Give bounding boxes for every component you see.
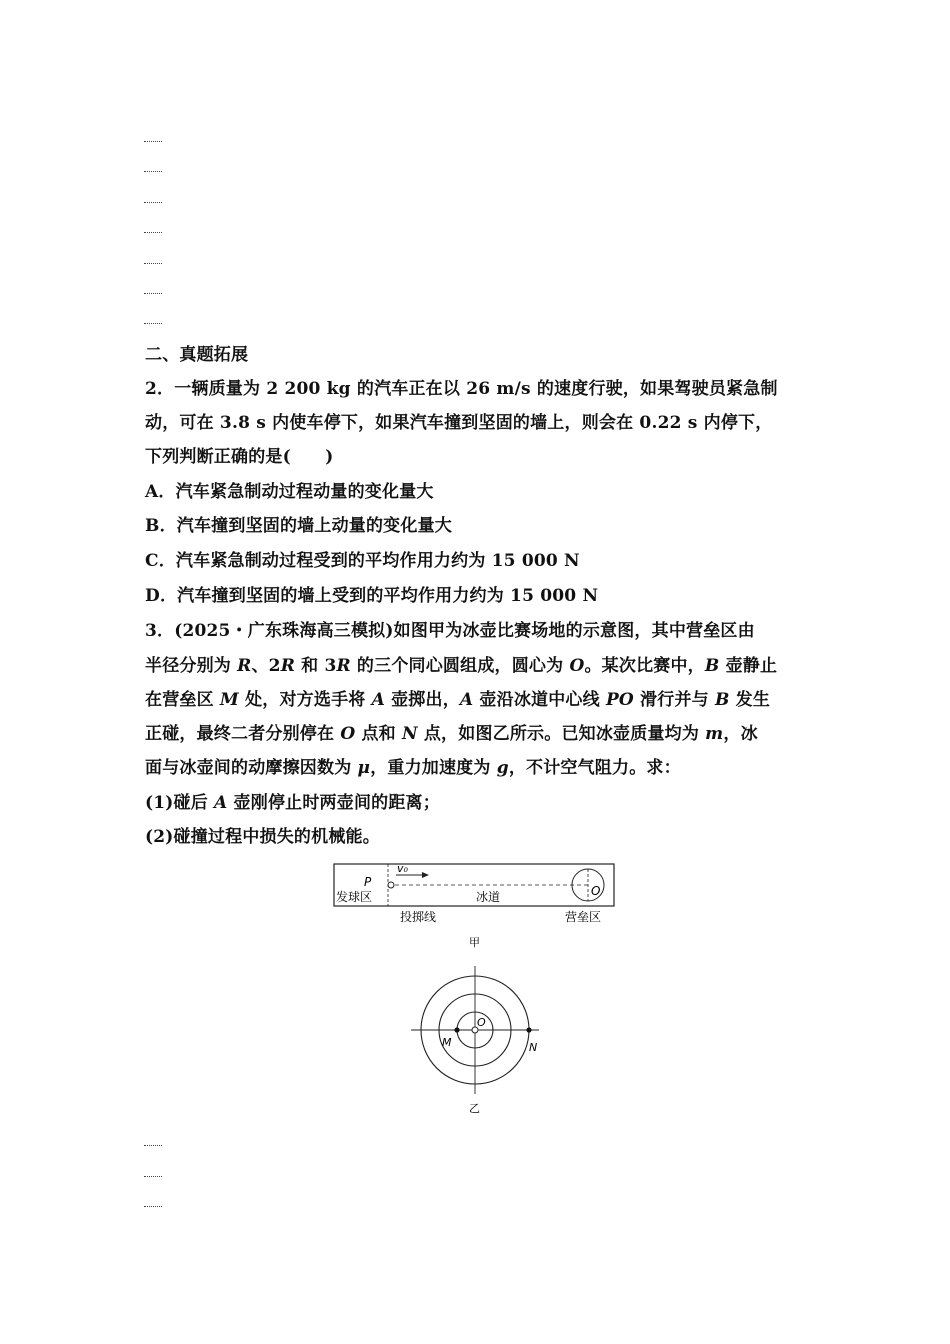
caption-jia: 甲 bbox=[469, 936, 480, 949]
q3-line: 正碰，最终二者分别停在 O 点和 N 点，如图乙所示。已知冰壶质量均为 m，冰 bbox=[145, 724, 758, 744]
q2-line: 动，可在 3.8 s 内使车停下，如果汽车撞到坚固的墙上，则会在 0.22 s 内停下， bbox=[145, 413, 773, 433]
section-heading: 二、真题拓展 bbox=[145, 345, 249, 365]
q3-line: 面与冰壶间的动摩擦因数为 μ，重力加速度为 g，不计空气阻力。求： bbox=[145, 758, 681, 778]
blank-line bbox=[144, 141, 162, 144]
q2-option-d: D．汽车撞到坚固的墙上受到的平均作用力约为 15 000 N bbox=[145, 586, 599, 606]
label-house: 营垒区 bbox=[565, 910, 602, 924]
blank-line bbox=[144, 263, 162, 266]
blank-line bbox=[144, 171, 162, 174]
q2-line: 下列判断正确的是( ) bbox=[145, 447, 334, 467]
figure-jia bbox=[330, 858, 620, 958]
q3-line: 半径分别为 R、2R 和 3R 的三个同心圆组成，圆心为 O。某次比赛中，B 壶静止 bbox=[145, 656, 778, 676]
blank-line bbox=[144, 202, 162, 205]
label-n: N bbox=[529, 1041, 538, 1054]
label-p: P bbox=[364, 875, 372, 889]
q3-line: 3．(2025・广东珠海高三模拟)如图甲为冰壶比赛场地的示意图，其中营垒区由 bbox=[145, 621, 755, 641]
q2-option-a: A．汽车紧急制动过程动量的变化量大 bbox=[145, 482, 434, 502]
blank-line bbox=[144, 1145, 162, 1148]
q2-option-c: C．汽车紧急制动过程受到的平均作用力约为 15 000 N bbox=[145, 551, 580, 571]
point-p bbox=[388, 882, 394, 888]
label-throw-line: 投掷线 bbox=[400, 910, 437, 924]
arrow-head bbox=[422, 872, 429, 878]
blank-line bbox=[144, 293, 162, 296]
q3-sub2: (2)碰撞过程中损失的机械能。 bbox=[145, 827, 380, 847]
q3-line: 在营垒区 M 处，对方选手将 A 壶掷出，A 壶沿冰道中心线 PO 滑行并与 B 发生 bbox=[145, 690, 771, 710]
label-o-yi: O bbox=[477, 1016, 486, 1029]
label-launch-zone: 发球区 bbox=[336, 890, 373, 904]
q2-option-b: B．汽车撞到坚固的墙上动量的变化量大 bbox=[145, 516, 452, 536]
label-m: M bbox=[442, 1036, 452, 1049]
label-lane: 冰道 bbox=[476, 890, 501, 904]
q3-sub1: (1)碰后 A 壶刚停止时两壶间的距离； bbox=[145, 793, 440, 813]
blank-line bbox=[144, 323, 162, 326]
point-n bbox=[526, 1027, 531, 1032]
point-m bbox=[454, 1027, 459, 1032]
figure-yi bbox=[405, 960, 545, 1120]
label-o-jia: O bbox=[591, 884, 601, 898]
caption-yi: 乙 bbox=[469, 1102, 480, 1115]
blank-line bbox=[144, 232, 162, 235]
label-v0: v₀ bbox=[397, 862, 408, 875]
q2-line: 2．一辆质量为 2 200 kg 的汽车正在以 26 m/s 的速度行驶，如果驾驶员紧急制 bbox=[145, 379, 778, 399]
blank-line bbox=[144, 1176, 162, 1179]
blank-line bbox=[144, 1206, 162, 1209]
